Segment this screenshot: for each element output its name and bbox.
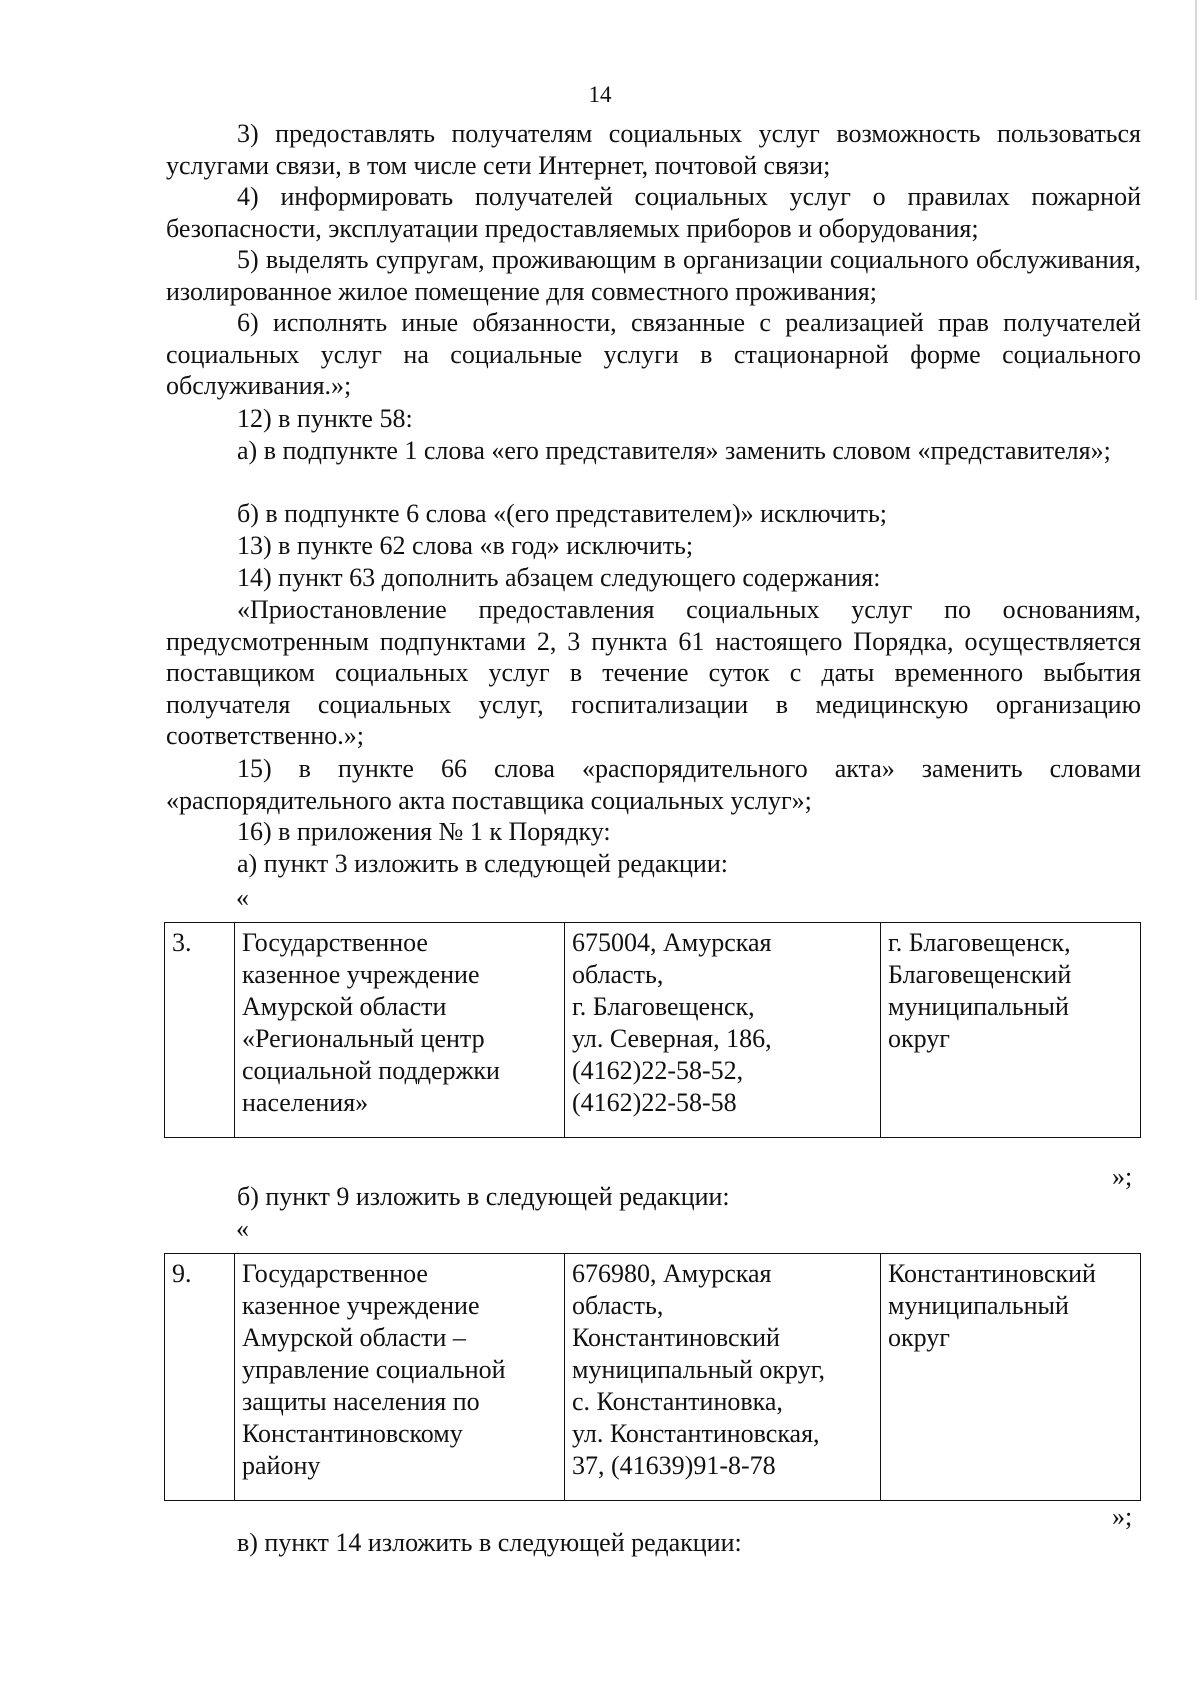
territory-cell: г. Благовещенск, Благовещенский муниципальный округ	[881, 923, 1141, 1138]
open-quote-1: «	[236, 883, 249, 912]
paragraph-item-6: 6) исполнять иные обязанности, связанные с реализацией прав получателей социальных услуг на социальные услуги в стационарной форме социального обслуживания.»;	[166, 308, 1141, 400]
paragraph-quoted-addition: «Приостановление предоставления социальных услуг по основаниям, предусмотренным подпунктами 2, 3 пункта 61 настоящего Порядка, осуществляется поставщиком социальных услуг в течение суток с даты временного выбытия получателя социальных услуг, госпитализации в медицинскую организацию соответственно.»;	[166, 595, 1141, 750]
paragraph-subitem-a: а) в подпункте 1 слова «его представителя» заменить словом «представителя»;	[237, 436, 1111, 465]
close-quote-1: »;	[1112, 1162, 1133, 1191]
territory-cell: Константиновский муниципальный округ	[881, 1254, 1141, 1501]
paragraph-item-13: 13) в пункте 62 слова «в год» исключить;	[237, 531, 694, 560]
paragraph-subitem-b-point-9: б) пункт 9 изложить в следующей редакции:	[237, 1182, 730, 1211]
page-number: 14	[588, 82, 612, 107]
paragraph-item-16: 16) в приложения № 1 к Порядку:	[237, 817, 611, 846]
paragraph-item-3: 3) предоставлять получателям социальных услуг возможность пользоваться услугами связи, в том числе сети Интернет, почтовой связи;	[166, 119, 1141, 180]
paragraph-item-12: 12) в пункте 58:	[237, 404, 413, 433]
organization-cell: Государственное казенное учреждение Амурской области – управление социальной защиты населения по Константиновскому району	[235, 1254, 565, 1501]
paragraph-item-5: 5) выделять супругам, проживающим в организации социального обслуживания, изолированное жилое помещение для совместного проживания;	[166, 245, 1141, 306]
organization-cell: Государственное казенное учреждение Амурской области «Региональный центр социальной поддержки населения»	[235, 923, 565, 1138]
close-quote-2: »;	[1112, 1502, 1133, 1531]
address-cell: 676980, Амурская область, Константиновский муниципальный округ, с. Константиновка, ул. Константиновская, 37, (41639)91-8-78	[565, 1254, 881, 1501]
address-cell: 675004, Амурская область, г. Благовещенск, ул. Северная, 186, (4162)22-58-52, (4162)22-58-58	[565, 923, 881, 1138]
row-number-cell: 3.	[165, 923, 235, 1138]
paragraph-subitem-v-point-14: в) пункт 14 изложить в следующей редакции:	[237, 1528, 742, 1557]
scan-edge-line	[1195, 0, 1197, 300]
paragraph-item-4: 4) информировать получателей социальных услуг о правилах пожарной безопасности, эксплуатации предоставляемых приборов и оборудования;	[166, 182, 1141, 243]
table-row	[165, 923, 1141, 1138]
replacement-table-point-9	[164, 1253, 1141, 1501]
paragraph-item-14: 14) пункт 63 дополнить абзацем следующего содержания:	[237, 563, 881, 592]
row-number-cell: 9.	[165, 1254, 235, 1501]
table-row	[165, 1254, 1141, 1501]
paragraph-item-15: 15) в пункте 66 слова «распорядительного акта» заменить словами «распорядительного акта поставщика социальных услуг»;	[166, 754, 1141, 815]
replacement-table-point-3	[164, 922, 1141, 1138]
open-quote-2: «	[236, 1214, 249, 1243]
paragraph-subitem-b: б) в подпункте 6 слова «(его представителем)» исключить;	[237, 499, 888, 528]
paragraph-subitem-a-point-3: а) пункт 3 изложить в следующей редакции:	[237, 849, 728, 878]
